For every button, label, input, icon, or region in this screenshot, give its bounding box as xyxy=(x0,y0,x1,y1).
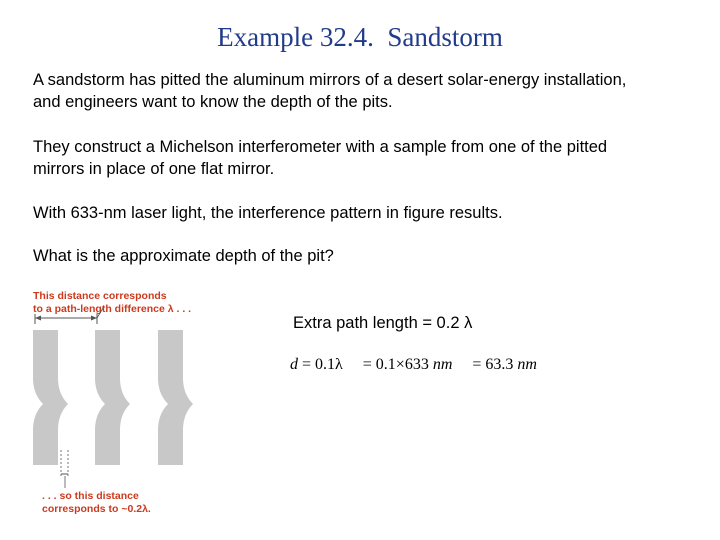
problem-paragraph-3: With 633-nm laser light, the interference pattern in figure results. xyxy=(33,204,503,222)
top-arrow-right xyxy=(91,316,97,321)
problem-question: What is the approximate depth of the pit? xyxy=(33,247,334,265)
eq-unit-2: nm xyxy=(517,356,537,373)
problem-paragraph-1 xyxy=(33,69,703,113)
top-leader-line xyxy=(97,308,103,318)
caption-line: to a path-length difference λ . . . xyxy=(33,303,192,315)
caption-line: This distance corresponds xyxy=(33,290,167,302)
paragraph-line: A sandstorm has pitted the aluminum mirrors of a desert solar-energy installation, xyxy=(33,71,627,89)
eq-term-2: = 0.1×633 xyxy=(362,356,433,373)
eq-unit-1: nm xyxy=(432,356,453,373)
depth-equation xyxy=(290,356,537,374)
eq-variable-d: d xyxy=(290,356,298,373)
eq-term-1: = 0.1λ xyxy=(298,356,343,373)
eq-term-3: = 63.3 xyxy=(472,356,518,373)
bright-fringe-1 xyxy=(33,330,68,465)
problem-paragraph-2 xyxy=(33,136,703,180)
paragraph-line: They construct a Michelson interferometer with a sample from one of the pitted xyxy=(33,138,608,156)
top-arrow-left xyxy=(35,316,41,321)
paragraph-line: and engineers want to know the depth of the pits. xyxy=(33,93,393,111)
bright-fringe-3 xyxy=(158,330,193,465)
caption-line: . . . so this distance xyxy=(42,490,139,502)
slide-title: Example 32.4. Sandstorm xyxy=(217,22,503,52)
interference-fringe-figure xyxy=(25,300,205,495)
figure-caption-bottom xyxy=(42,490,202,516)
paragraph-line: mirrors in place of one flat mirror. xyxy=(33,160,275,178)
extra-path-length: Extra path length = 0.2 λ xyxy=(293,314,473,332)
caption-line: corresponds to ~0.2λ. xyxy=(42,503,151,515)
bright-fringe-2 xyxy=(95,330,130,465)
